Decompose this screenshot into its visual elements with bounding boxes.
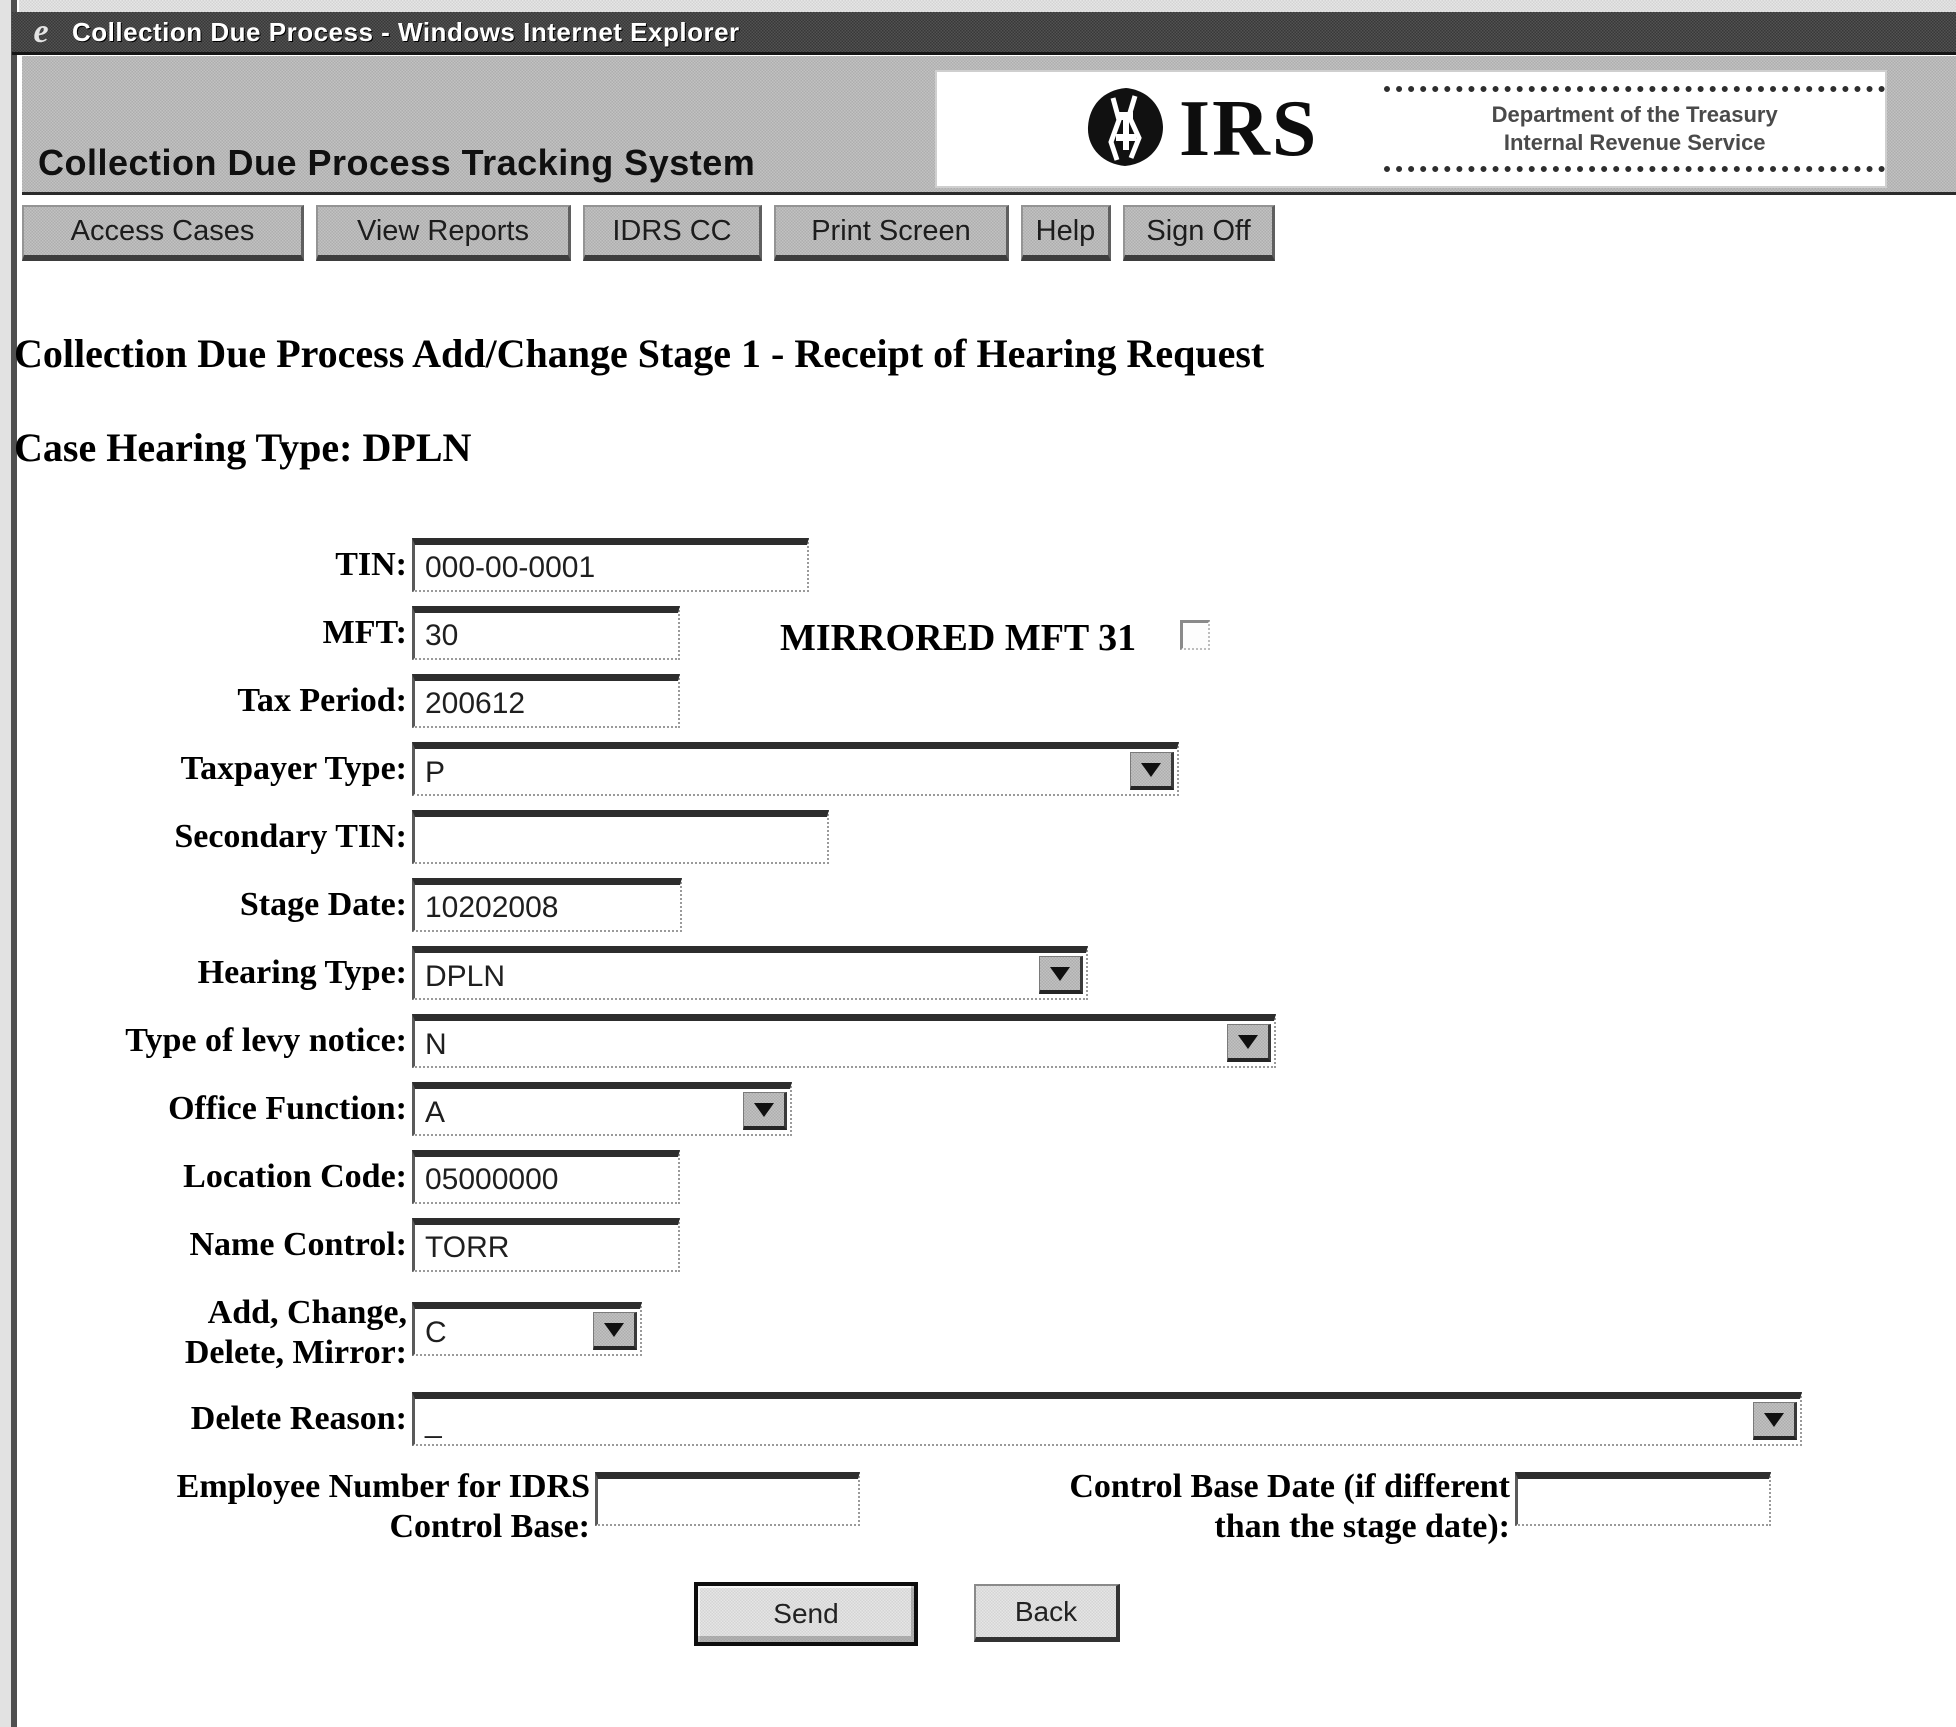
mft-input[interactable]: [412, 606, 680, 660]
nav-access-cases-button[interactable]: Access Cases: [22, 205, 304, 261]
title-bar: [12, 12, 1956, 55]
chevron-down-icon[interactable]: [743, 1092, 787, 1130]
send-button[interactable]: Send: [694, 1582, 918, 1646]
app-title: Collection Due Process Tracking System: [38, 142, 756, 183]
delete-reason-value: _: [425, 1406, 442, 1439]
tax-period-row: [30, 674, 1802, 742]
mirrored-mft31-label: MIRRORED MFT 31: [780, 617, 1137, 659]
levy-notice-label: Type of levy notice:: [125, 1022, 407, 1059]
office-function-label: Office Function:: [168, 1090, 407, 1127]
control-base-date-input[interactable]: [1515, 1472, 1771, 1526]
mft-label: MFT:: [322, 614, 407, 651]
levy-notice-value: N: [425, 1028, 447, 1061]
delete-reason-label: Delete Reason:: [190, 1400, 407, 1437]
control-base-row: [30, 1460, 1802, 1556]
window-left-border: [0, 0, 19, 1727]
nav-help-button[interactable]: Help: [1021, 205, 1111, 261]
treasury-line2: Internal Revenue Service: [1503, 130, 1766, 155]
tax-period-input[interactable]: [412, 674, 680, 728]
form-buttons-row: [30, 1582, 1802, 1646]
header-band: [22, 56, 1956, 195]
hearing-type-value: DPLN: [425, 960, 506, 993]
mft-row: [30, 606, 1802, 674]
taxpayer-type-select[interactable]: [412, 742, 1179, 796]
window-top-border: [0, 0, 1956, 12]
chevron-down-icon[interactable]: [593, 1312, 637, 1350]
office-function-select[interactable]: [412, 1082, 792, 1136]
hearing-type-row: [30, 946, 1802, 1014]
name-control-row: [30, 1218, 1802, 1286]
name-control-input[interactable]: [412, 1218, 680, 1272]
taxpayer-type-value: P: [425, 756, 446, 789]
stage-date-label: Stage Date:: [239, 886, 407, 923]
taxpayer-type-row: [30, 742, 1802, 810]
office-function-row: [30, 1082, 1802, 1150]
tin-input[interactable]: [412, 538, 809, 592]
taxpayer-type-label: Taxpayer Type:: [180, 750, 407, 787]
chevron-down-icon[interactable]: [1227, 1024, 1271, 1062]
levy-notice-select[interactable]: [412, 1014, 1276, 1068]
delete-reason-select[interactable]: [412, 1392, 1802, 1446]
case-hearing-type-text: Case Hearing Type: DPLN: [14, 425, 472, 470]
nav-print-screen-button[interactable]: Print Screen: [774, 205, 1009, 261]
window-title: Collection Due Process - Windows Internet Explorer: [72, 16, 740, 47]
secondary-tin-input[interactable]: [412, 810, 829, 864]
add-change-delete-mirror-select[interactable]: [412, 1302, 642, 1356]
nav-view-reports-button[interactable]: View Reports: [316, 205, 571, 261]
hearing-type-select[interactable]: [412, 946, 1088, 1000]
add-change-delete-mirror-value: C: [425, 1316, 447, 1349]
employee-number-input[interactable]: [595, 1472, 860, 1526]
irs-wordmark: IRS: [1179, 85, 1319, 173]
cdp-stage1-form: [30, 538, 1802, 1646]
stage-date-row: [30, 878, 1802, 946]
stage-date-input[interactable]: [412, 878, 682, 932]
hearing-type-label: Hearing Type:: [197, 954, 407, 991]
irs-header-box: [935, 70, 1887, 188]
control-base-date-label: Control Base Date (if different than the stage date):: [1069, 1468, 1510, 1545]
nav-bar: [22, 205, 1275, 261]
chevron-down-icon[interactable]: [1753, 1402, 1797, 1440]
back-button[interactable]: Back: [974, 1584, 1120, 1642]
tax-period-label: Tax Period:: [237, 682, 407, 719]
tin-label: TIN:: [335, 546, 407, 583]
office-function-value: A: [425, 1096, 446, 1129]
location-code-input[interactable]: [412, 1150, 680, 1204]
irs-eagle-logo-icon: [1083, 86, 1169, 173]
location-code-label: Location Code:: [183, 1158, 407, 1195]
secondary-tin-row: [30, 810, 1802, 878]
tin-row: [30, 538, 1802, 606]
employee-number-label: Employee Number for IDRS Control Base:: [176, 1468, 590, 1545]
nav-idrs-cc-button[interactable]: IDRS CC: [583, 205, 762, 261]
internet-explorer-icon: e: [33, 13, 49, 50]
levy-notice-row: [30, 1014, 1802, 1082]
page-title: Collection Due Process Add/Change Stage 1 - Receipt of Hearing Request: [14, 331, 1265, 376]
nav-sign-off-button[interactable]: Sign Off: [1123, 205, 1275, 261]
treasury-block: [1384, 86, 1885, 172]
add-change-delete-mirror-label: Add, Change, Delete, Mirror:: [184, 1294, 407, 1371]
delete-reason-row: [30, 1392, 1802, 1460]
add-change-delete-mirror-row: [30, 1286, 1802, 1392]
treasury-line1: Department of the Treasury: [1491, 102, 1778, 127]
chevron-down-icon[interactable]: [1039, 956, 1083, 994]
name-control-label: Name Control:: [189, 1226, 407, 1263]
mirrored-mft31-checkbox[interactable]: [1180, 620, 1210, 650]
location-code-row: [30, 1150, 1802, 1218]
chevron-down-icon[interactable]: [1130, 752, 1174, 790]
secondary-tin-label: Secondary TIN:: [174, 818, 407, 855]
